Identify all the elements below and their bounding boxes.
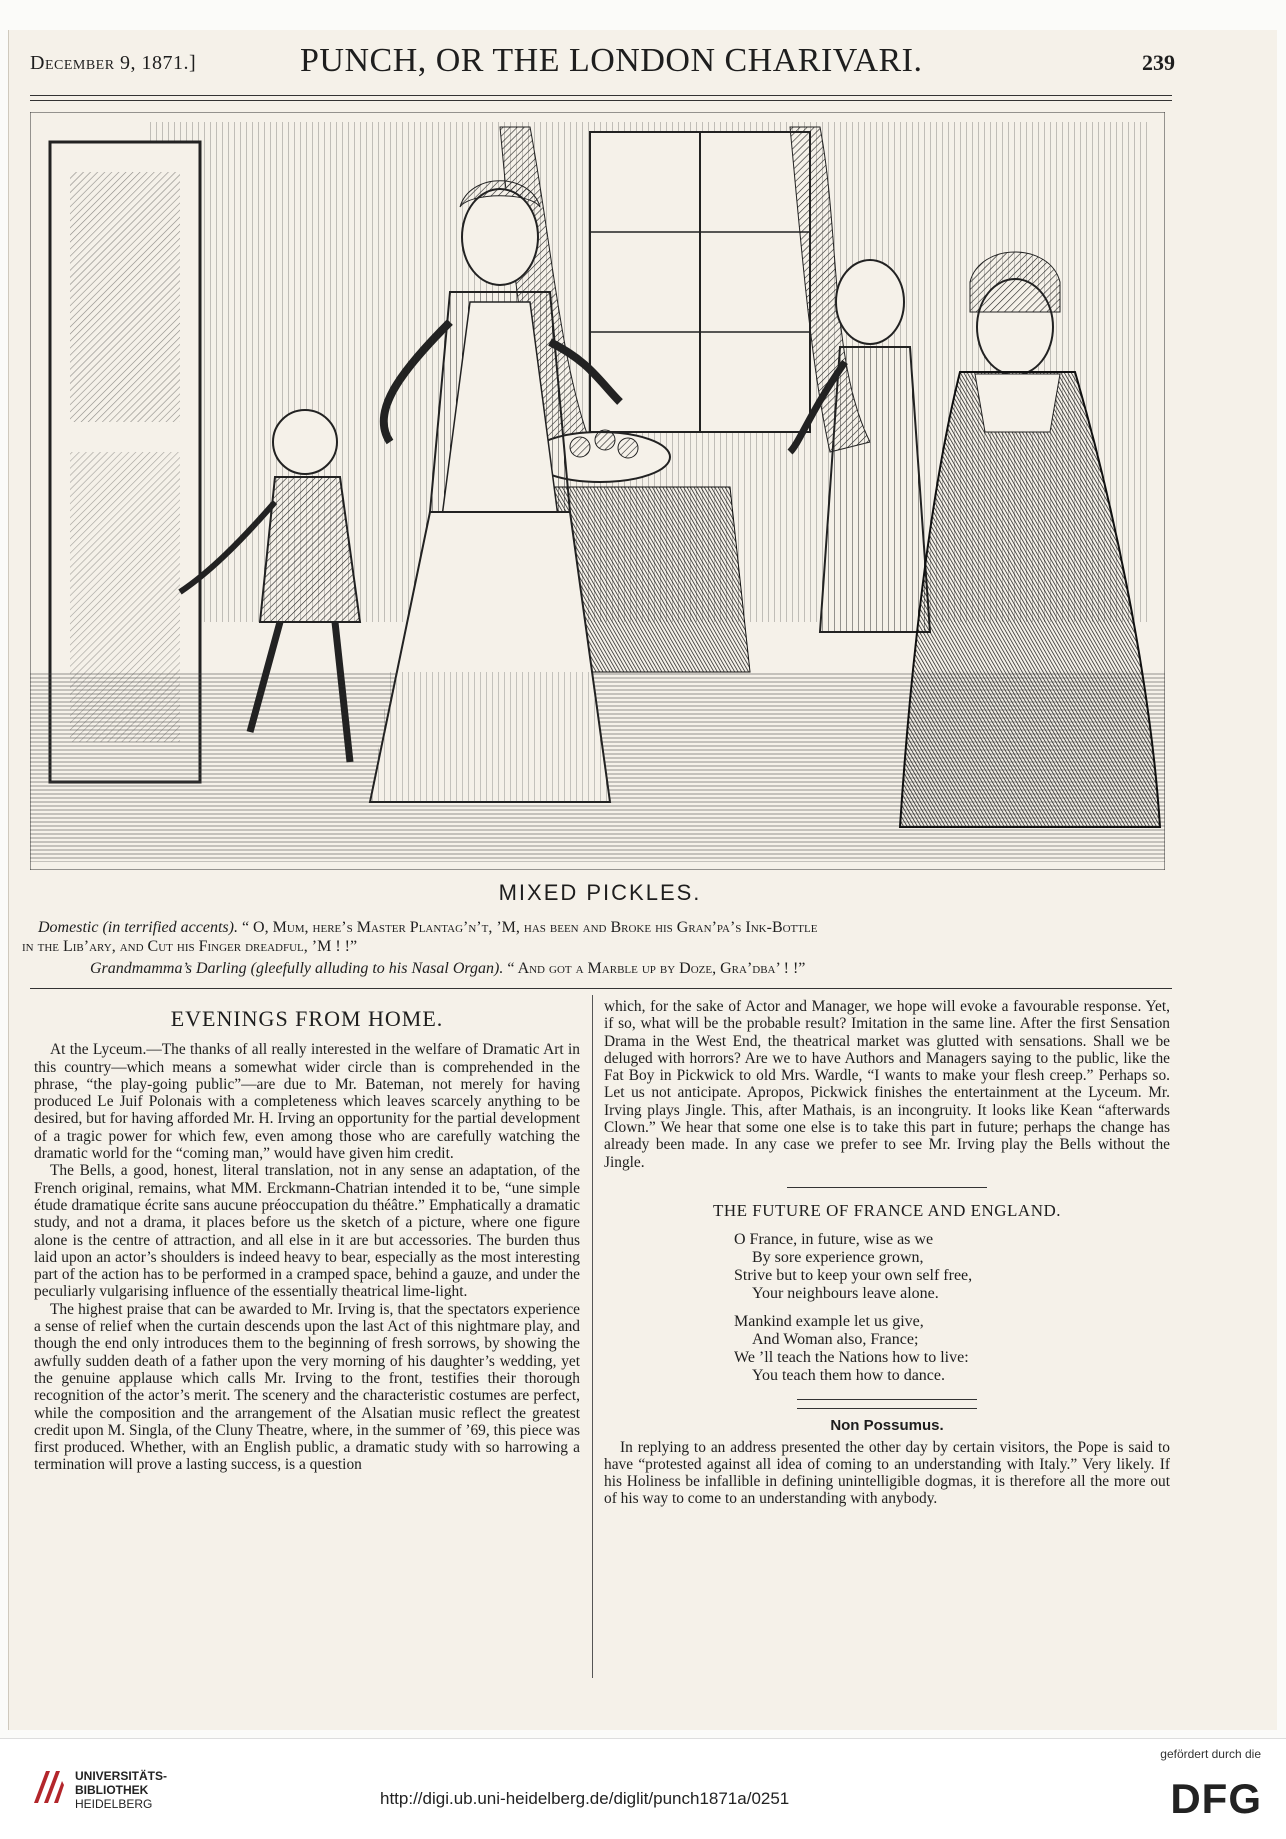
library-name: [75, 1769, 167, 1811]
poem-line: And Woman also, France;: [752, 1331, 919, 1349]
funded-by-label: gefördert durch die: [1160, 1747, 1261, 1761]
paragraph: which, for the sake of Actor and Manager, we hope will evoke a favourable response. Yet, if so, what will be the probable result? Imitation in the same line. After the first Sensation Drama in the West End, the theatrical market was glutted with sensations. Shall we be deluged with horrors? Are we to have Authors and Managers saying to the public, like the Fat Boy in Pickwick to old Mrs. Wardle, “I wants to make your flesh creep.” Perhaps so. Let us not anticipate. Apropos, Pickwick finishes the entertainment at the Lyceum. Mr. Irving plays Jingle. This, after Mathais, is an incongruity. It looks like Kean “afterwards Clown.” We hear that some one else is to take this part in future; perhaps the change has already been made. In any case we prefer to see Mr. Irving play the Bells without the Jingle.: [604, 998, 1170, 1171]
source-url-link[interactable]: http://digi.ub.uni-heidelberg.de/diglit/punch1871a/0251: [380, 1789, 790, 1808]
library-name-line: UNIVERSITÄTS-: [75, 1769, 168, 1783]
caption-line-1: [38, 918, 1178, 937]
header-rule: [30, 100, 1172, 101]
caption-speaker: Domestic: [38, 919, 99, 936]
poem-line: You teach them how to dance.: [752, 1367, 945, 1385]
university-logo-icon: [30, 1767, 66, 1807]
header-rule: [30, 95, 1172, 96]
paragraph: The Bells, a good, honest, literal translation, not in any sense an adaptation, of the French original, remains, what MM. Erckmann-Chatrian intended it to be, “une simple étude dramatique écrite sans aucune préoccupation du théâtre.” Emphatically a dramatic study, and not a drama, it places before us the sketch of a picture, where one figure alone is the centre of attraction, and all else in it are but accessories. The burden thus laid upon an actor’s shoulders is indeed heavy to bear, especially as the most interesting part of the action has to be performed in a cramped space, behind a gauze, and under the peculiarly vulgarising influence of the essentially theatrical lime-light.: [34, 1162, 580, 1301]
caption-text: “ O, Mum, here’s Master Plantag’n’t, ’M, has been and Broke his Gran’pa’s Ink-Bottle: [241, 919, 818, 936]
paragraph: At the Lyceum.—The thanks of all really interested in the welfare of Dramatic Art in this country—which means a somewhat wider circle than is comprehended in the phrase, “the play-going public”—are due to Mr. Bateman, not merely for having produced Le Juif Polonais with a completeness which leaves scarcely anything to be desired, but for having afforded Mr. H. Irving an opportunity for the partial development of a tragic power for which few, even among those who are carefully watching the dramatic world for the “coming man,” would have given him credit.: [34, 1041, 580, 1163]
dfg-logo: DFG: [1170, 1775, 1262, 1822]
poem-line: We ’ll teach the Nations how to live:: [734, 1349, 969, 1367]
left-column: [34, 1006, 580, 1474]
caption-text: “ And got a Marble up by Doze, Gra’dba’ ! !”: [507, 960, 806, 977]
caption-rule: [30, 988, 1172, 989]
header-date: December 9, 1871.]: [30, 52, 197, 74]
library-name-line: HEIDELBERG: [75, 1797, 153, 1811]
column-divider: [592, 995, 593, 1678]
poem-line: Mankind example let us give,: [734, 1313, 924, 1331]
section-rule: [787, 1187, 987, 1188]
cartoon-illustration: [30, 112, 1165, 870]
caption-line-3: [90, 959, 1230, 978]
paragraph: The highest praise that can be awarded to Mr. Irving is, that the spectators experience a sense of relief when the curtain descends upon the last Act of this nightmare play, and though the end only introduces them to the beginning of fresh sorrows, by showing the awfully sudden death of a father upon the very morning of his daughter’s wedding, yet the genuine applause which calls Mr. Irving to the front, testifies their thorough recognition of the actor’s merit. The scenery and the characteristic costumes are perfect, while the composition and the arrangement of the Alsatian music reflect the greatest credit upon M. Singla, of the Cluny Theatre, where, in the summer of ’69, this piece was first produced. Whether, with an English public, a dramatic study with so harrowing a termination will prove a lasting success, is a question: [34, 1300, 580, 1474]
library-name-line: BIBLIOTHEK: [75, 1783, 149, 1797]
caption-speaker: Grandmamma’s Darling: [90, 960, 247, 977]
cartoon-title: MIXED PICKLES.: [498, 880, 702, 905]
publication-title: PUNCH, OR THE LONDON CHARIVARI.: [300, 42, 923, 79]
caption-direction: (in terrified accents).: [102, 919, 238, 936]
caption-direction: (gleefully alluding to his Nasal Organ).: [250, 960, 504, 977]
article-heading: EVENINGS FROM HOME.: [170, 1006, 444, 1031]
footer-bar: [0, 1738, 1286, 1839]
poem: [734, 1231, 1170, 1385]
poem-line: Your neighbours leave alone.: [752, 1285, 939, 1303]
poem-heading: THE FUTURE OF FRANCE AND ENGLAND.: [712, 1200, 1061, 1220]
caption-line-2: in the Lib’ary, and Cut his Finger dreadful, ’M ! !”: [22, 938, 358, 955]
poem-line: Strive but to keep your own self free,: [734, 1267, 973, 1285]
section-rule: [797, 1399, 977, 1400]
right-column: [604, 998, 1170, 1508]
poem-line: O France, in future, wise as we: [734, 1231, 934, 1249]
paragraph: In replying to an address presented the other day by certain visitors, the Pope is said to have “protested against all idea of coming to an understanding with Italy.” Very likely. If his Holiness be infallible in defining unintelligible dogmas, it is therefore all the more out of his way to come to an understanding with anybody.: [604, 1438, 1170, 1508]
article-heading: Non Possumus.: [830, 1417, 944, 1435]
page-header: [30, 38, 1175, 88]
section-rule: [797, 1408, 977, 1409]
page-number: 239: [1142, 50, 1175, 75]
poem-line: By sore experience grown,: [752, 1249, 924, 1267]
